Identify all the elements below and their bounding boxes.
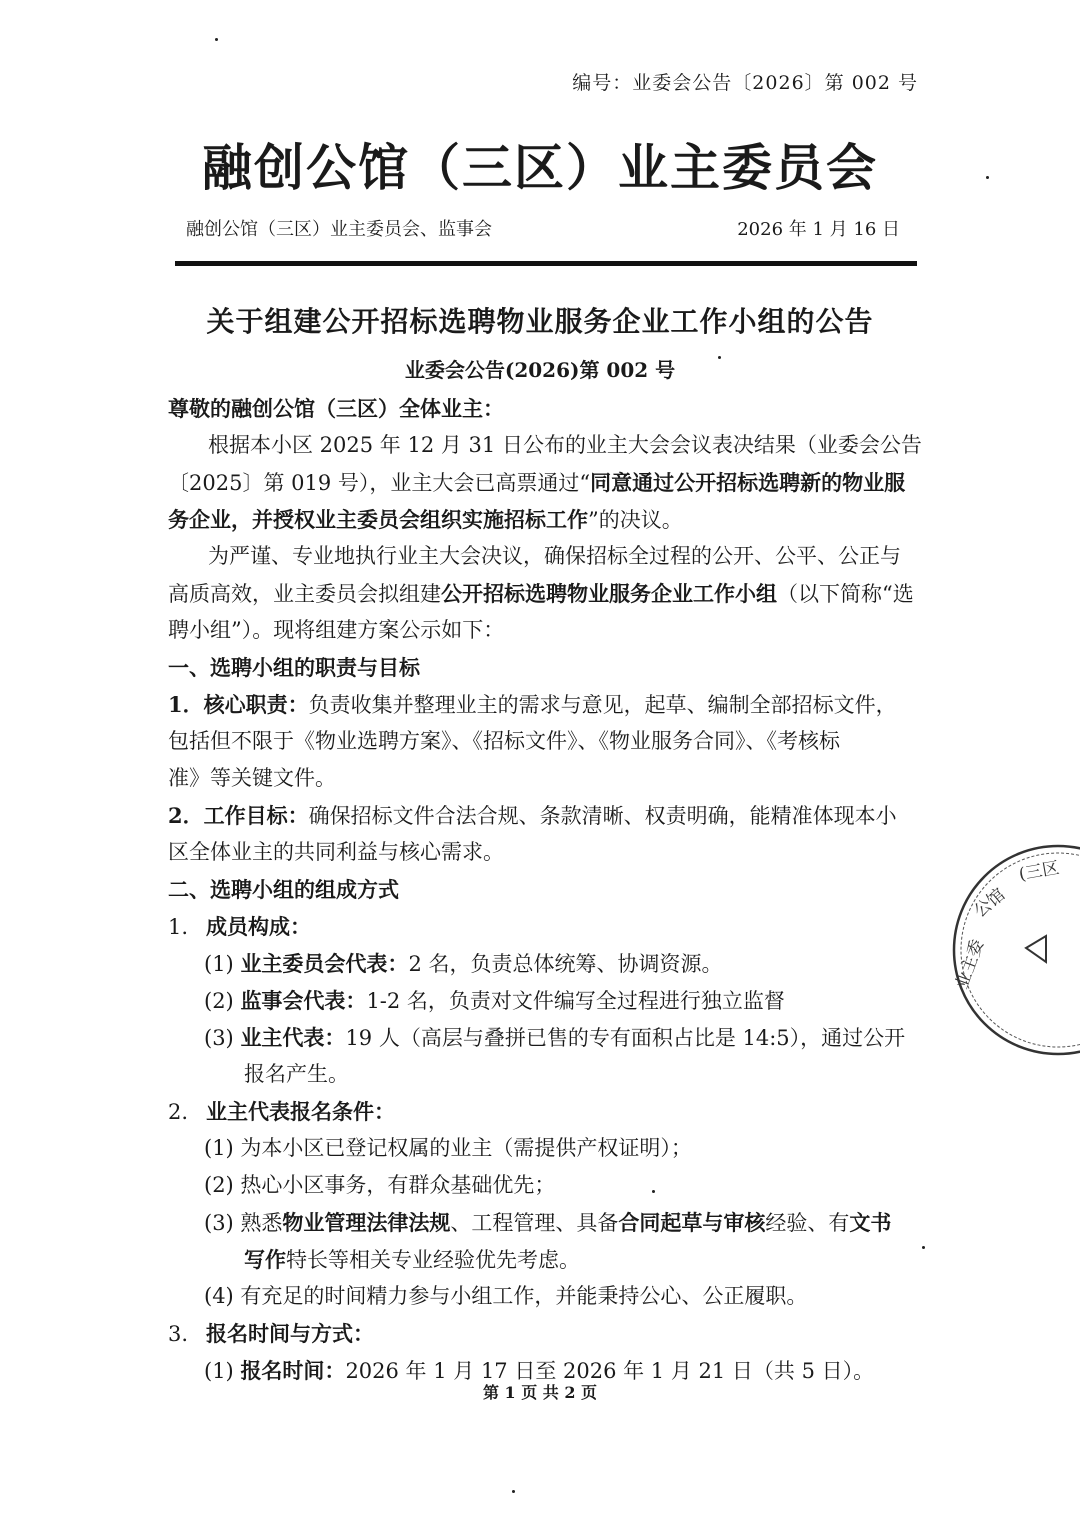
sub-list-item: (3) 业主代表：19 人（高层与叠拼已售的专有面积占比是 14:5），通过公开 (204, 1025, 906, 1050)
notice-body (168, 390, 920, 1389)
issue-date: 2026 年 1 月 16 日 (737, 219, 900, 240)
seal-star-fragment (1026, 936, 1046, 962)
scan-speck (652, 1190, 655, 1193)
seal-lettering (952, 858, 1061, 992)
paragraph-line: 高质高效，业主委员会拟组建公开招标选聘物业服务企业工作小组（以下简称“选 (168, 581, 914, 606)
list-item-continuation: 准》等关键文件。 (168, 766, 336, 790)
scan-speck (922, 1246, 925, 1249)
paragraph-line: 为严谨、专业地执行业主大会决议，确保招标全过程的公开、公平、公正与 (208, 544, 901, 568)
paragraph-line: 务企业，并授权业主委员会组织实施招标工作”的决议。 (168, 507, 683, 532)
sub-list-item: (1) 报名时间：2026 年 1 月 17 日至 2026 年 1 月 21 日（共 5 日）。 (204, 1358, 875, 1383)
header-divider (175, 261, 917, 266)
scan-speck (215, 38, 218, 41)
document-number: 编号：业委会公告〔2026〕第 002 号 (572, 72, 918, 94)
organization-title: 融创公馆（三区）业主委员会 (202, 138, 878, 197)
svg-text:业主委: 业主委 (951, 936, 989, 992)
sub-list-item-continuation: 报名产生。 (244, 1062, 349, 1086)
seal-stamp (948, 840, 1080, 1060)
paragraph-line: 根据本小区 2025 年 12 月 31 日公布的业主大会会议表决结果（业委会公告 (208, 433, 922, 457)
sub-list-item: (4) 有充足的时间精力参与小组工作，并能秉持公心、公正履职。 (204, 1284, 808, 1308)
notice-title: 关于组建公开招标选聘物业服务企业工作小组的公告 (206, 305, 874, 338)
scan-speck (986, 176, 989, 179)
section-heading: 一、选聘小组的职责与目标 (168, 655, 420, 680)
list-item-continuation: 包括但不限于《物业选聘方案》、《招标文件》、《物业服务合同》、《考核标 (168, 729, 840, 753)
paragraph-line: 〔2025〕第 019 号），业主大会已高票通过“同意通过公开招标选聘新的物业服 (168, 470, 906, 495)
list-item: 2. 业主代表报名条件： (168, 1099, 395, 1124)
section-heading: 二、选聘小组的组成方式 (168, 877, 399, 902)
svg-text:(三区: (三区 (1017, 858, 1061, 885)
scan-speck (512, 1490, 515, 1493)
svg-text:公馆: 公馆 (970, 884, 1010, 922)
list-item: 3. 报名时间与方式： (168, 1321, 374, 1346)
notice-number: 业委会公告(2026)第 002 号 (404, 358, 676, 382)
sub-list-item: (1) 为本小区已登记权属的业主（需提供产权证明）； (204, 1136, 692, 1160)
page-indicator: 第 1 页 共 2 页 (482, 1383, 598, 1402)
sub-list-item: (1) 业主委员会代表：2 名，负责总体统筹、协调资源。 (204, 951, 723, 976)
paragraph-line: 聘小组”）。现将组建方案公示如下： (168, 618, 505, 642)
issuer: 融创公馆（三区）业主委员会、监事会 (186, 219, 492, 240)
sub-list-item: (2) 监事会代表：1-2 名，负责对文件编写全过程进行独立监督 (204, 988, 785, 1013)
sub-list-item: (3) 熟悉物业管理法律法规、工程管理、具备合同起草与审核经验、有文书 (204, 1210, 892, 1235)
list-item-continuation: 区全体业主的共同利益与核心需求。 (168, 840, 504, 864)
scan-speck (718, 356, 721, 359)
list-item: 2．工作目标：确保招标文件合法合规、条款清晰、权责明确，能精准体现本小 (168, 803, 897, 828)
sub-list-item: (2) 热心小区事务，有群众基础优先； (204, 1173, 556, 1197)
sub-list-item-continuation: 写作特长等相关专业经验优先考虑。 (244, 1247, 580, 1272)
list-item: 1. 成员构成： (168, 914, 311, 939)
list-item: 1．核心职责：负责收集并整理业主的需求与意见，起草、编制全部招标文件， (168, 692, 897, 717)
salutation: 尊敬的融创公馆（三区）全体业主： (168, 396, 504, 421)
seal-graphic (948, 840, 1080, 1060)
